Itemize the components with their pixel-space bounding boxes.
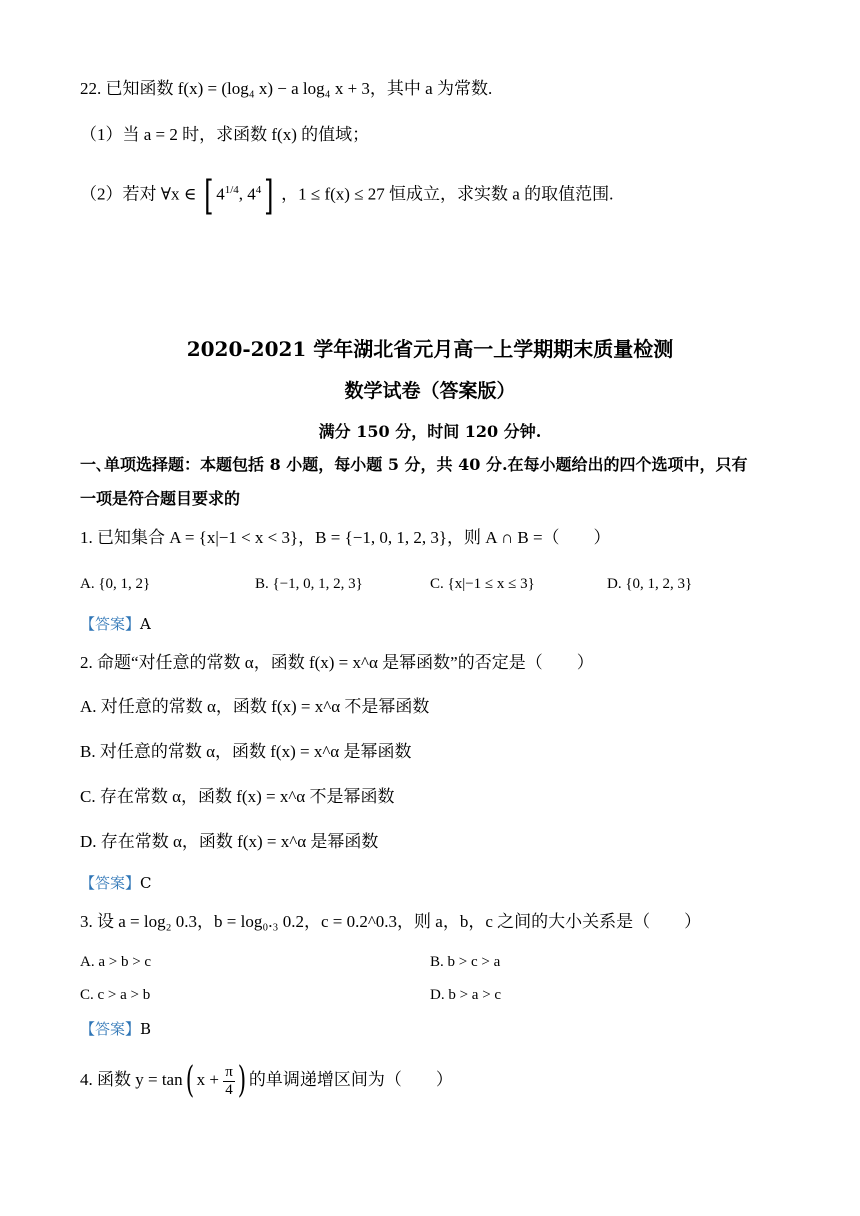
q1-option-c: C. {x|−1 ≤ x ≤ 3} bbox=[430, 576, 535, 592]
answer-value: A bbox=[140, 615, 151, 633]
q22-stem: 22. 已知函数 f(x) = (log₄ x) − a log₄ x + 3，其中 a 为常数. bbox=[80, 79, 493, 98]
fraction-numerator: π bbox=[225, 1063, 233, 1080]
answer-value: C bbox=[140, 874, 152, 892]
section1-heading-line1: 一､单项选择题：本题包括 8 小题，每小题 5 分，共 40 分.在每小题给出的四个选项中，只有 bbox=[80, 455, 748, 474]
exam-info: 满分 150 分，时间 120 分钟. bbox=[318, 422, 542, 441]
q2-answer bbox=[80, 873, 152, 893]
q3-answer bbox=[80, 1019, 151, 1039]
q3-option-a: A. a > b > c bbox=[80, 954, 152, 970]
q1-option-b: B. {−1, 0, 1, 2, 3} bbox=[255, 576, 363, 592]
q22-part2-prefix: （2）若对 ∀x ∈ bbox=[80, 184, 197, 204]
pi-over-4-fraction bbox=[223, 1064, 235, 1099]
q2-option-d: D. 存在常数 α，函数 f(x) = x^α 是幂函数 bbox=[80, 832, 379, 851]
q4-stem-suffix: 的单调递增区间为（ ） bbox=[248, 1070, 453, 1089]
exam-subtitle: 数学试卷（答案版） bbox=[344, 380, 516, 402]
q1-option-d: D. {0, 1, 2, 3} bbox=[607, 576, 693, 592]
right-bracket: ] bbox=[264, 172, 274, 219]
left-paren: ( bbox=[185, 1060, 194, 1102]
q22-part2 bbox=[80, 168, 613, 217]
left-bracket: [ bbox=[203, 172, 214, 219]
fraction-denominator: 4 bbox=[225, 1081, 233, 1098]
q1-answer bbox=[80, 614, 151, 634]
q3-option-c: C. c > a > b bbox=[80, 987, 151, 1003]
answer-label: 【答案】 bbox=[80, 874, 141, 892]
q4-stem-inner: x + bbox=[196, 1070, 219, 1089]
right-paren: ) bbox=[237, 1060, 247, 1102]
q2-option-c: C. 存在常数 α，函数 f(x) = x^α 不是幂函数 bbox=[80, 787, 395, 806]
q3-option-d: D. b > a > c bbox=[430, 987, 502, 1003]
q3-option-b: B. b > c > a bbox=[430, 954, 501, 970]
answer-label: 【答案】 bbox=[80, 1020, 141, 1038]
interval-right: , 4 bbox=[238, 184, 256, 204]
q2-option-a: A. 对任意的常数 α，函数 f(x) = x^α 不是幂函数 bbox=[80, 697, 430, 716]
q3-stem: 3. 设 a = log₂ 0.3，b = log₀.₃ 0.2，c = 0.2^0.3，则 a，b，c 之间的大小关系是（ ） bbox=[80, 912, 702, 931]
interval-left: 4 bbox=[216, 184, 225, 204]
q22-part1: （1）当 a = 2 时，求函数 f(x) 的值域； bbox=[80, 125, 370, 144]
q4-stem bbox=[80, 1058, 453, 1102]
exam-title: 2020-2021 学年湖北省元月高一上学期期末质量检测 bbox=[186, 337, 674, 361]
interval-left-exp: 1/4 bbox=[224, 184, 239, 196]
answer-label: 【答案】 bbox=[80, 615, 141, 633]
q1-option-a: A. {0, 1, 2} bbox=[80, 576, 151, 592]
q2-option-b: B. 对任意的常数 α，函数 f(x) = x^α 是幂函数 bbox=[80, 742, 412, 761]
q2-stem: 2. 命题“对任意的常数 α，函数 f(x) = x^α 是幂函数”的否定是（ ） bbox=[80, 653, 594, 672]
q4-stem-prefix: 4. 函数 y = tan bbox=[80, 1070, 183, 1089]
interval-right-exp: 4 bbox=[255, 184, 262, 196]
q1-stem: 1. 已知集合 A = {x|−1 < x < 3}，B = {−1, 0, 1, 2, 3}，则 A ∩ B =（ ） bbox=[80, 528, 611, 547]
q22-part2-suffix: ，1 ≤ f(x) ≤ 27 恒成立，求实数 a 的取值范围. bbox=[281, 184, 614, 204]
answer-value: B bbox=[140, 1020, 152, 1038]
section1-heading-line2: 一项是符合题目要求的 bbox=[80, 489, 241, 508]
